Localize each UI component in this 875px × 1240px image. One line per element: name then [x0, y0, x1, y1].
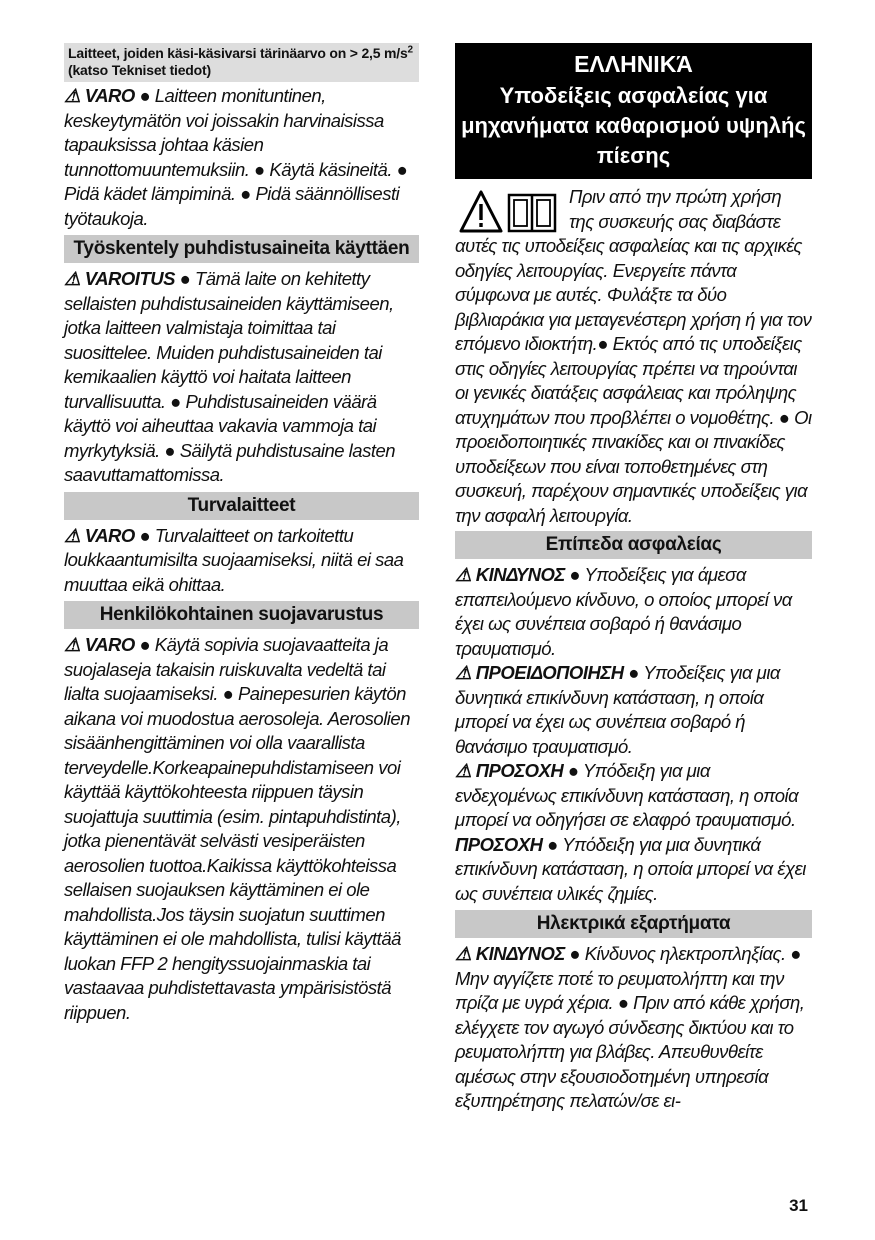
language-label: ΕΛΛΗΝΙΚΆ — [574, 51, 693, 77]
warning-label: ⚠ ΠΡΟΕΙΔΟΠΟΙΗΣΗ — [455, 662, 624, 683]
section-heading-safety-devices: Turvalaitteet — [64, 492, 419, 520]
section-heading-protective-gear: Henkilökohtainen suojavarustus — [64, 601, 419, 629]
right-column — [455, 43, 812, 1118]
intro-block — [455, 185, 812, 528]
paragraph-caution: ⚠ ΠΡΟΣΟΧΗ ● Υπόδειξη για μια ενδεχομένως επικίνδυνη κατάσταση, η οποία μπορεί να οδηγήσει σε ελαφρό τραυματισμό. — [455, 760, 799, 830]
paragraph-vibration: ⚠ VARO ● Laitteen monituntinen, keskeytymätön voi joissakin harvinaisissa tapauksissa johtaa käsien tunnottomuuntemuksiin. ● Käytä käsineitä. ● Pidä kädet lämpiminä. ● Pidä säännöllisesti työtaukoja. — [64, 85, 408, 229]
language-title-box — [455, 43, 812, 179]
document-title: Υποδείξεις ασφαλείας για μηχανήματα καθαρισμού υψηλής πίεσης — [461, 83, 806, 168]
vibration-note — [64, 43, 419, 82]
paragraph-warning: ⚠ ΠΡΟΕΙΔΟΠΟΙΗΣΗ ● Υποδείξεις για μια δυνητικά επικίνδυνη κατάσταση, η οποία μπορεί να έχει ως συνέπεια σοβαρό ή θανάσιμο τραυματισμό. — [455, 662, 780, 757]
section-heading-safety-levels: Επίπεδα ασφαλείας — [455, 531, 812, 559]
warning-label: ⚠ VARO — [64, 85, 135, 106]
paragraph-detergents: ⚠ VAROITUS ● Tämä laite on kehitetty sellaisten puhdistusaineiden käyttämiseen, jotka laitteen valmistaja toimittaa tai suosittelee. Muiden puhdistusaineiden tai kemikaalien käyttö voi haitata laitteen turvallisuutta. ● Puhdistusaineiden väärä käyttö voi aiheuttaa vakavia vammoja tai myrkytyksiä. ● Säilytä puhdistusaine lasten saavuttamattomissa. — [64, 268, 396, 485]
paragraph-protective-gear: ⚠ VARO ● Käytä sopivia suojavaatteita ja suojalaseja takaisin ruiskuvalta vedeltä tai lialta suojaamiseksi. ● Painepesurien käytön aikana voi muodostua aerosoleja. Aerosolien sisäänhengittäminen voi olla vaarallista terveydelle.Korkeapainepuhdistamiseen voi käyttää käyttökohteesta riippuen täysin suojattuja suuttimia (esim. pintapuhdistinta), jotka pienentävät selvästi vesiperäisten aerosolien tuottoa.Kaikissa käyttökohteissa sellaisen suojauksen käyttäminen ei ole mahdollista.Jos täysin suojatun suuttimen käyttäminen ei ole mahdollista, tulisi käyttää luokan FFP 2 hengityssuojainmaskia tai vastaavaa puhdistettavasta ympärisistöstä riippuen. — [64, 634, 410, 1023]
warning-label: ⚠ VARO — [64, 634, 135, 655]
section-heading-electrical: Ηλεκτρικά εξαρτήματα — [455, 910, 812, 938]
paragraph-caution-material: ΠΡΟΣΟΧΗ ● Υπόδειξη για μια δυνητικά επικίνδυνη κατάσταση, η οποία μπορεί να έχει ως συνέπεια υλικές ζημίες. — [455, 833, 806, 904]
superscript: 2 — [407, 44, 413, 56]
paragraph-safety-devices: ⚠ VARO ● Turvalaitteet on tarkoitettu loukkaantumisilta suojaamiseksi, niitä ei saa muuttaa eikä ohittaa. — [64, 524, 404, 595]
vibration-note-text: Laitteet, joiden käsi-käsivarsi tärinäarvo on > 2,5 m/s — [68, 45, 408, 61]
warning-manual-icon — [459, 189, 559, 235]
paragraph-electrical: ⚠ ΚΙΝΔΥΝΟΣ ● Κίνδυνος ηλεκτροπληξίας. ● Μην αγγίζετε ποτέ το ρευματολήπτη και την πρίζα με υγρά χέρια. ● Πριν από κάθε χρήση, ελέγχετε τον αγωγό σύνδεσης δικτύου και το ρευματολήπτη για βλάβες. Απευθυνθείτε αμέσως στην εξουσιοδοτημένη υπηρεσία εξυπηρέτησης πελατών/σε ει- — [455, 943, 805, 1111]
warning-label: ⚠ ΚΙΝΔΥΝΟΣ — [455, 943, 565, 964]
page-number: 31 — [789, 1196, 808, 1215]
vibration-note-ref: (katso Tekniset tiedot) — [68, 62, 211, 78]
warning-label: ⚠ ΠΡΟΣΟΧΗ — [455, 760, 564, 781]
warning-label: ⚠ ΚΙΝΔΥΝΟΣ — [455, 564, 565, 585]
intro-paragraph: Πριν από την πρώτη χρήση της συσκευής σας διαβάστε αυτές τις υποδείξεις ασφαλείας και τις αρχικές οδηγίες λειτουργίας. Ενεργείτε πάντα σύμφωνα με αυτές. Φυλάξτε τα δύο βιβλιαράκια για μεταγενέστερη χρήση ή για τον επόμενο ιδιοκτήτη.● Εκτός από τις υποδείξεις στις οδηγίες λειτουργίας πρέπει να τηρούνται οι γενικές διατάξεις ασφάλειας και πρόληψης ατυχημάτων που προβλέπει ο νομοθέτης. ● Οι προειδοποιητικές πινακίδες και οι πινακίδες υποδείξεων που είναι τοποθετημένες στη συσκευή, παρέχουν σημαντικές υποδείξεις για την ασφαλή λειτουργία. — [455, 186, 812, 526]
warning-label: ⚠ VAROITUS — [64, 268, 175, 289]
left-column — [64, 43, 419, 1029]
caution-label: ΠΡΟΣΟΧΗ — [455, 833, 543, 855]
paragraph-danger: ⚠ ΚΙΝΔΥΝΟΣ ● Υποδείξεις για άμεσα επαπειλούμενο κίνδυνο, ο οποίος μπορεί να έχει ως συνέπεια σοβαρό ή θανάσιμο τραυματισμό. — [455, 564, 792, 659]
warning-label: ⚠ VARO — [64, 524, 135, 546]
section-heading-detergents: Työskentely puhdistusaineita käyttäen — [64, 235, 419, 263]
